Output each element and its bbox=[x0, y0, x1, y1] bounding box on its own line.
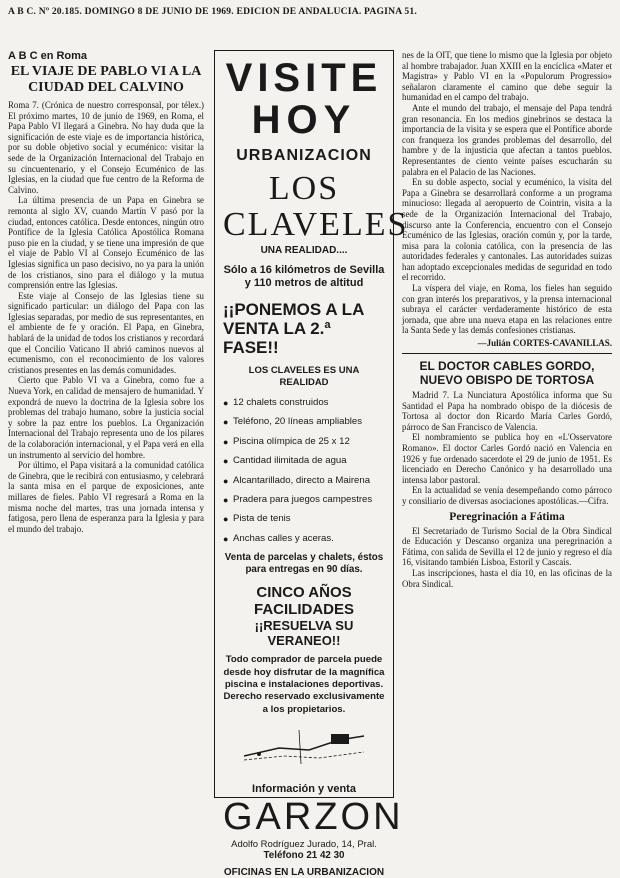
article-paragraph: En su doble aspecto, social y ecuménico, la visita del Papa a Ginebra se desarrollará conforme a un programa minucioso: llegada al aeropuerto de Cointrin, visita a la sede de la Organización Internacional del Trabajo, discurso ante la Conferencia, encuentro con el Consejo Ecuménico de las Iglesias, oración común y, por la tarde, misa para la colonia católica, con la presencia de las autoridades federales y cantonales. Las autoridades suizas han adoptado excepcionales medidas de seguridad en todo el recorrido. bbox=[402, 177, 612, 283]
bullet-icon: ● bbox=[223, 456, 229, 467]
list-item: ● Cantidad ilimitada de agua bbox=[223, 455, 347, 467]
section-kicker: A B C en Roma bbox=[8, 50, 88, 62]
article-paragraph: El Secretariado de Turismo Social de la Obra Sindical de Educación y Descanso organiza una peregrinación a Fátima, con salida de Sevilla el 12 de junio y regreso el día 16, visitando también Lisboa, Estoril y Cascais. bbox=[402, 525, 612, 568]
article-paragraph: Este viaje al Consejo de las Iglesias tiene su significado particular: un diálogo del Papa con las Iglesias separadas, por medio de sus representantes, en el ambiente de fe y oración. El Papa, en Ginebra, hablará de la unidad de todos los cristianos y recordará que el Concilio Vaticano II abrió caminos nuevos al ecumenismo, con el reconocimiento de los valores cristianos presentes en las demás comunidades. bbox=[8, 290, 204, 375]
article-paragraph: El nombramiento se publica hoy en «L'Osservatore Romano». El doctor Carles Gordó nació en Valencia en 1926 y fue ordenado sacerdote el 29 de junio de 1951. Es licenciado en Derecho Canónico y ha desarrollado una intensa labor pastoral. bbox=[402, 432, 612, 485]
ad-offices: OFICINAS EN LA URBANIZACION bbox=[223, 867, 385, 878]
article-paragraph: En la actualidad se venía desempeñando como párroco y consiliario de diversas asociaciones apostólicas.—Cifra. bbox=[402, 485, 612, 506]
real-estate-advertisement bbox=[214, 50, 409, 878]
article-title: EL VIAJE DE PABLO VI A LA CIUDAD DEL CALVINO bbox=[10, 64, 202, 95]
ad-brand-claveles: CLAVELES bbox=[223, 206, 409, 243]
bullet-icon: ● bbox=[223, 436, 229, 447]
left-column bbox=[8, 50, 204, 802]
article-paragraph: nes de la OIT, que tiene lo mismo que la Iglesia por objeto al hombre trabajador. Juan XXIII en la encíclica «Mater et Magistra» y Pablo VI en la «Populorum Progressio» señalaron claramente el camino que debe seguir la humanidad en el campo del trabajo. bbox=[402, 50, 612, 103]
bullet-icon: ● bbox=[223, 533, 229, 544]
ad-sales-note: Venta de parcelas y chalets, éstos para entregas en 90 días. bbox=[224, 552, 384, 576]
bullet-icon: ● bbox=[223, 495, 229, 506]
pilgrimage-title: Peregrinación a Fátima bbox=[449, 510, 565, 523]
ad-realidad: UNA REALIDAD.... bbox=[260, 245, 348, 256]
bullet-icon: ● bbox=[223, 514, 229, 525]
page-header: A B C. Nº 20.185. DOMINGO 8 DE JUNIO DE 1969. EDICION DE ANDALUCIA. PAGINA 51. bbox=[8, 6, 418, 17]
bullet-icon: ● bbox=[223, 398, 229, 408]
ad-headline-visite: VISITE bbox=[225, 56, 383, 100]
byline-signature: —Julián CORTES-CAVANILLAS. bbox=[477, 338, 612, 349]
ad-agent-address: Adolfo Rodríguez Jurado, 14, Pral. bbox=[231, 839, 377, 851]
list-item: ● Piscina olímpica de 25 x 12 bbox=[223, 435, 350, 447]
ad-urbanizacion: URBANIZACION bbox=[236, 147, 372, 164]
ad-distance: Sólo a 16 kilómetros de Sevilla y 110 metros de altitud bbox=[223, 264, 385, 289]
article-paragraph: Roma 7. (Crónica de nuestro corresponsal, por télex.) El próximo martes, 10 de junio de 1969, en Roma, el Papa Pablo VI llegará a Ginebra. No hay duda que la significación de este viaje es de importancia histórica, por su doble objetivo social y ecuménico: visitar la sede de la Organización Internacional del Trabajo en su cincuentenario, y el Consejo Ecuménico de las Iglesias, en la ciudad que fue centro de la Reforma de Calvino. bbox=[8, 100, 204, 195]
right-column bbox=[402, 50, 612, 802]
ad-headline-hoy: HOY bbox=[251, 98, 357, 142]
list-item: ● Alcantarillado, directo a Mairena bbox=[223, 474, 371, 486]
bullet-icon: ● bbox=[223, 417, 229, 428]
article-paragraph: La última presencia de un Papa en Ginebra se remonta al siglo XV, cuando Martín V pasó por la ciudad, entonces católica. Desde entonces, ningún otro Pontífice de la Iglesia Católica Apostólica Romana puso pie en la ciudad, y se tiene una impresión de que el viaje de Pablo VI al Consejo Ecuménico de las Iglesias significa un paso decisivo, no ya para la unión de los cristianos, sino para el diálogo y la mutua comprensión entre las Iglesias. bbox=[8, 195, 204, 291]
location-map-icon bbox=[239, 726, 369, 768]
list-item: ● Anchas calles y aceras. bbox=[223, 532, 334, 544]
article-paragraph: La víspera del viaje, en Roma, los fieles han seguido con gran interés los preparativos, y la prensa internacional subraya el carácter verdaderamente histórico de esta jornada, que abre una nueva etapa en las relaciones entre la Santa Sede y las demás confesiones cristianas. bbox=[402, 283, 612, 336]
article-paragraph: Las inscripciones, hasta el día 10, en las oficinas de la Obra Sindical. bbox=[402, 567, 612, 589]
list-item: ● Pradera para juegos campestres bbox=[223, 494, 373, 506]
ad-slogan: ¡¡RESUELVA SU VERANEO!! bbox=[254, 618, 354, 649]
bullet-icon: ● bbox=[223, 475, 229, 486]
article-paragraph: Ante el mundo del trabajo, el mensaje del Papa tendrá gran resonancia. En los medios ginebrinos se destaca la importancia de la visita y se espera que el Pontífice aborde con franqueza los grandes problemas del desarrollo, del hambre y de la injusticia que afectan a tantos pueblos. Representantes de ciento veinte países escucharán su palabra en el Palacio de las Naciones. bbox=[402, 102, 612, 177]
ad-phone: Teléfono 21 42 30 bbox=[263, 850, 345, 862]
ad-subheading: LOS CLAVELES ES UNA REALIDAD bbox=[248, 365, 360, 388]
list-item: ● 12 chalets construidos bbox=[223, 397, 329, 408]
article-paragraph: Por último, el Papa visitará a la comunidad católica de Ginebra, que le recibirá con entusiasmo, y celebrará la santa misa en el parque de exposiciones, ante millares de fieles. Pablo VI regresará a Roma en la misma noche del martes, tras una jornada intensa y fatigosa, pero llena de esperanza para la Iglesia y para el mundo del trabajo. bbox=[8, 460, 204, 534]
ad-info-label: Información y venta bbox=[252, 783, 356, 796]
ad-financing: CINCO AÑOS FACILIDADES bbox=[253, 584, 354, 619]
list-item: ● Teléfono, 20 líneas ampliables bbox=[223, 416, 363, 428]
bishop-article-title: EL DOCTOR CABLES GORDO, NUEVO OBISPO DE TORTOSA bbox=[419, 359, 595, 388]
section-divider bbox=[402, 353, 612, 354]
article-paragraph: Madrid 7. La Nunciatura Apostólica informa que Su Santidad el Papa ha nombrado obispo de la diócesis de Tortosa al doctor don Ricardo María Carles Gordó, párroco de San Francisco de Valencia. bbox=[402, 390, 612, 432]
list-item: ● Pista de tenis bbox=[223, 513, 291, 525]
ad-buyer-note: Todo comprador de parcela puede desde hoy disfrutar de la magnífica piscina e instalaciones deportivas. Derecho reservado exclusivamente a los propietarios. bbox=[223, 654, 385, 715]
ad-feature-list bbox=[223, 397, 385, 545]
ad-phase-announcement: ¡¡PONEMOS A LA VENTA LA 2.ª FASE!! bbox=[223, 300, 364, 357]
ad-brand-los: LOS bbox=[268, 170, 340, 207]
ad-agency-name: GARZON bbox=[223, 796, 404, 839]
article-paragraph: Cierto que Pablo VI va a Ginebra, como fue a Nueva York, en calidad de mensajero de humanidad. Y expondrá de nuevo la doctrina de la Iglesia sobre los problemas del trabajo humano, sobre la justicia social y sobre la paz entre los pueblos. La Organización Internacional del Trabajo representa uno de los pilares de la colaboración internacional, y el Papa verá en ella un instrumento al servicio del hombre. bbox=[8, 375, 204, 460]
